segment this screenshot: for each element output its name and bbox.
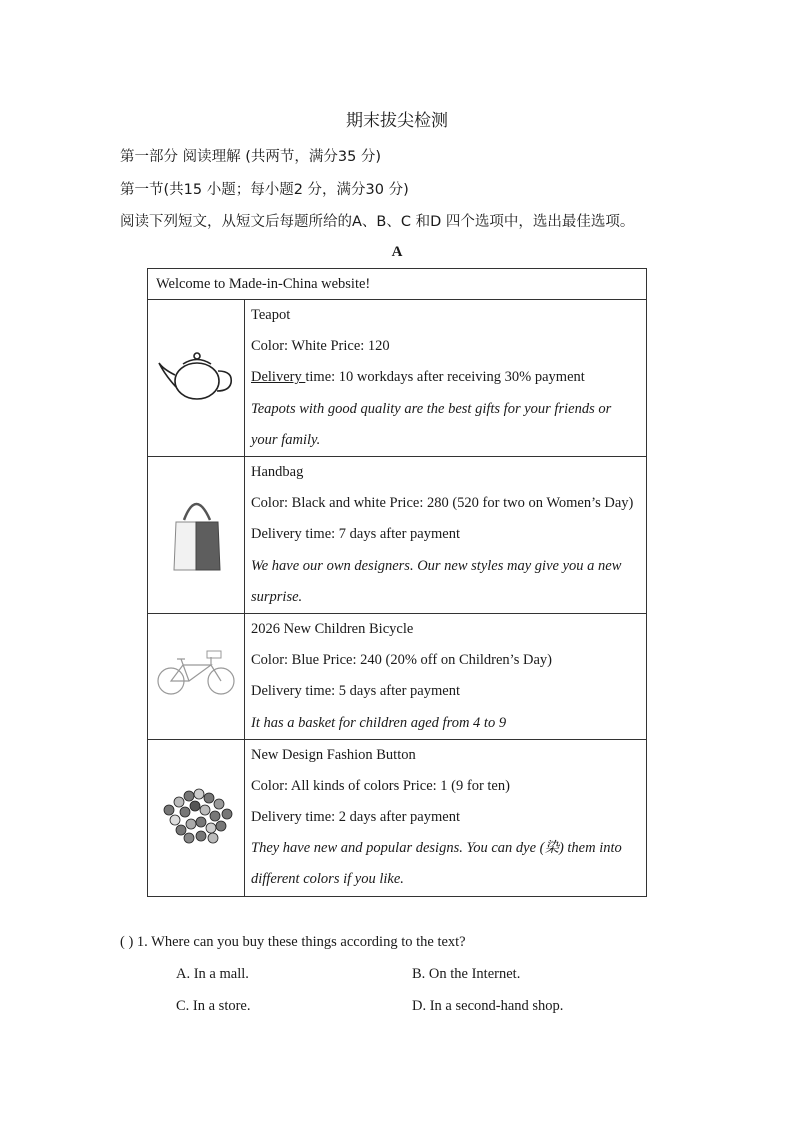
product-name: 2026 New Children Bicycle (251, 620, 414, 637)
product-description: They have new and popular designs. You can dye (染) them into different colors if you like. (251, 840, 622, 888)
option-a[interactable]: A. In a mall. (176, 966, 249, 982)
answer-blank[interactable]: ( ) (120, 934, 134, 950)
delivery-time (251, 362, 640, 393)
handbag-icon (166, 490, 226, 574)
delivery-time: Delivery time: 2 days after payment (251, 809, 460, 826)
option-d[interactable]: D. In a second-hand shop. (412, 998, 564, 1014)
instructions: 阅读下列短文，从短文后每题所给的A、B、C 和D 四个选项中，选出最佳选项。 (120, 214, 635, 230)
table-row (148, 456, 647, 613)
teapot-cell (148, 300, 245, 457)
option-b[interactable]: B. On the Internet. (412, 966, 521, 982)
product-name: Teapot (251, 307, 291, 323)
buttons-icon (155, 780, 237, 850)
table-row (148, 300, 647, 457)
color-price: Color: Black and white Price: 280 (520 for two on Women’s Day) (251, 495, 634, 512)
color-price: Color: Blue Price: 240 (20% off on Children’s Day) (251, 652, 552, 669)
passage-letter: A (391, 244, 403, 260)
section-heading: 第一节(共15 小题；每小题2 分，满分30 分) (120, 182, 409, 198)
bicycle-cell (148, 613, 245, 739)
teapot-icon (155, 345, 237, 405)
buttons-cell (148, 739, 245, 896)
color-price: Color: White Price: 120 (251, 338, 390, 355)
delivery-time: Delivery time: 7 days after payment (251, 526, 460, 543)
product-description: Teapots with good quality are the best gifts for your friends or your family. (251, 400, 612, 448)
color-price: Color: All kinds of colors Price: 1 (9 for ten) (251, 777, 510, 794)
bicycle-icon (155, 649, 237, 699)
part-heading: 第一部分 阅读理解 (共两节，满分35 分) (120, 149, 382, 165)
page-title: 期末拔尖检测 (346, 111, 448, 131)
table-header: Welcome to Made-in-China website! (148, 269, 647, 300)
product-name: New Design Fashion Button (251, 746, 416, 763)
delivery-rest: time: 10 workdays after receiving 30% payment (305, 369, 585, 386)
handbag-cell (148, 456, 245, 613)
table-row (148, 613, 647, 739)
product-description: It has a basket for children aged from 4 to 9 (251, 714, 507, 731)
question-1 (120, 934, 466, 951)
question-text: 1. Where can you buy these things according to the text? (136, 934, 466, 950)
product-table (147, 268, 647, 897)
delivery-word: Delivery (251, 369, 306, 386)
table-row (148, 739, 647, 896)
delivery-time: Delivery time: 5 days after payment (251, 683, 460, 700)
product-description: We have our own designers. Our new styles may give you a new surprise. (251, 557, 622, 605)
product-name: Handbag (251, 463, 304, 480)
option-c[interactable]: C. In a store. (176, 998, 251, 1014)
